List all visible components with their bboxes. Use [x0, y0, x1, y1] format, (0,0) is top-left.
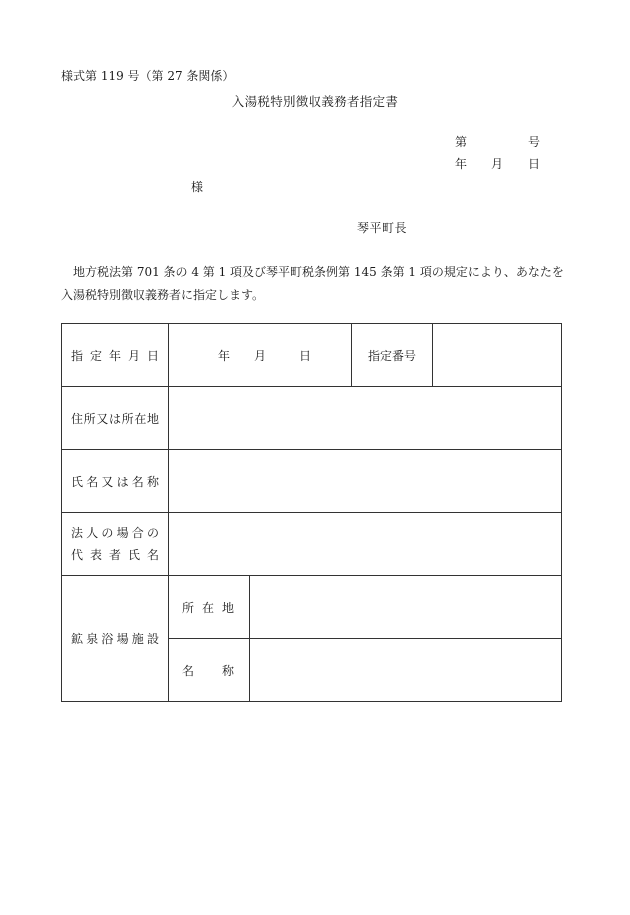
date-year-label: 年: [217, 348, 230, 363]
facility-name-field[interactable]: [250, 639, 562, 702]
number-prefix: 第: [455, 135, 468, 149]
facility-location-label: 所在地: [182, 600, 234, 615]
facility-location-row: [62, 576, 562, 639]
designation-date-field[interactable]: [169, 324, 352, 387]
address-label: 住所又は所在地: [62, 387, 169, 450]
name-label: 氏名又は名称: [62, 450, 169, 513]
addressee-suffix: 様: [191, 180, 204, 194]
number-suffix: 号: [528, 135, 541, 149]
date-month-label: 月: [253, 348, 266, 363]
name-field[interactable]: [169, 450, 562, 513]
corp-rep-row: [62, 513, 562, 576]
issue-day-label: 日: [528, 157, 541, 171]
corp-rep-label: [62, 513, 169, 576]
designation-number-field[interactable]: [433, 324, 562, 387]
facility-label: 鉱泉浴場施設: [62, 576, 169, 702]
corp-rep-label-line1: 法人の場合の: [71, 526, 159, 540]
facility-location-field[interactable]: [250, 576, 562, 639]
designation-form-table: [61, 323, 562, 702]
name-row: [62, 450, 562, 513]
designation-date-row: [62, 324, 562, 387]
issue-year-label: 年: [455, 157, 468, 171]
form-number: 様式第 119 号（第 27 条関係）: [61, 69, 235, 83]
issue-month-label: 月: [491, 157, 504, 171]
corp-rep-field[interactable]: [169, 513, 562, 576]
designation-date-label: 指定年月日: [62, 324, 169, 387]
facility-name-label: 名称: [182, 663, 234, 678]
designation-number-label: 指定番号: [352, 324, 433, 387]
body-text: 地方税法第 701 条の 4 第 1 項及び琴平町税条例第 145 条第 1 項の規定により、あなたを入湯税特別徴収義務者に指定します。: [61, 265, 564, 302]
facility-name-label-cell: [169, 639, 250, 702]
address-field[interactable]: [169, 387, 562, 450]
date-day-label: 日: [298, 348, 311, 363]
facility-location-label-cell: [169, 576, 250, 639]
issuer-name: 琴平町長: [357, 221, 408, 235]
address-row: [62, 387, 562, 450]
corp-rep-label-line2: 代表者氏名: [71, 548, 159, 562]
document-title: 入湯税特別徴収義務者指定書: [231, 94, 399, 109]
